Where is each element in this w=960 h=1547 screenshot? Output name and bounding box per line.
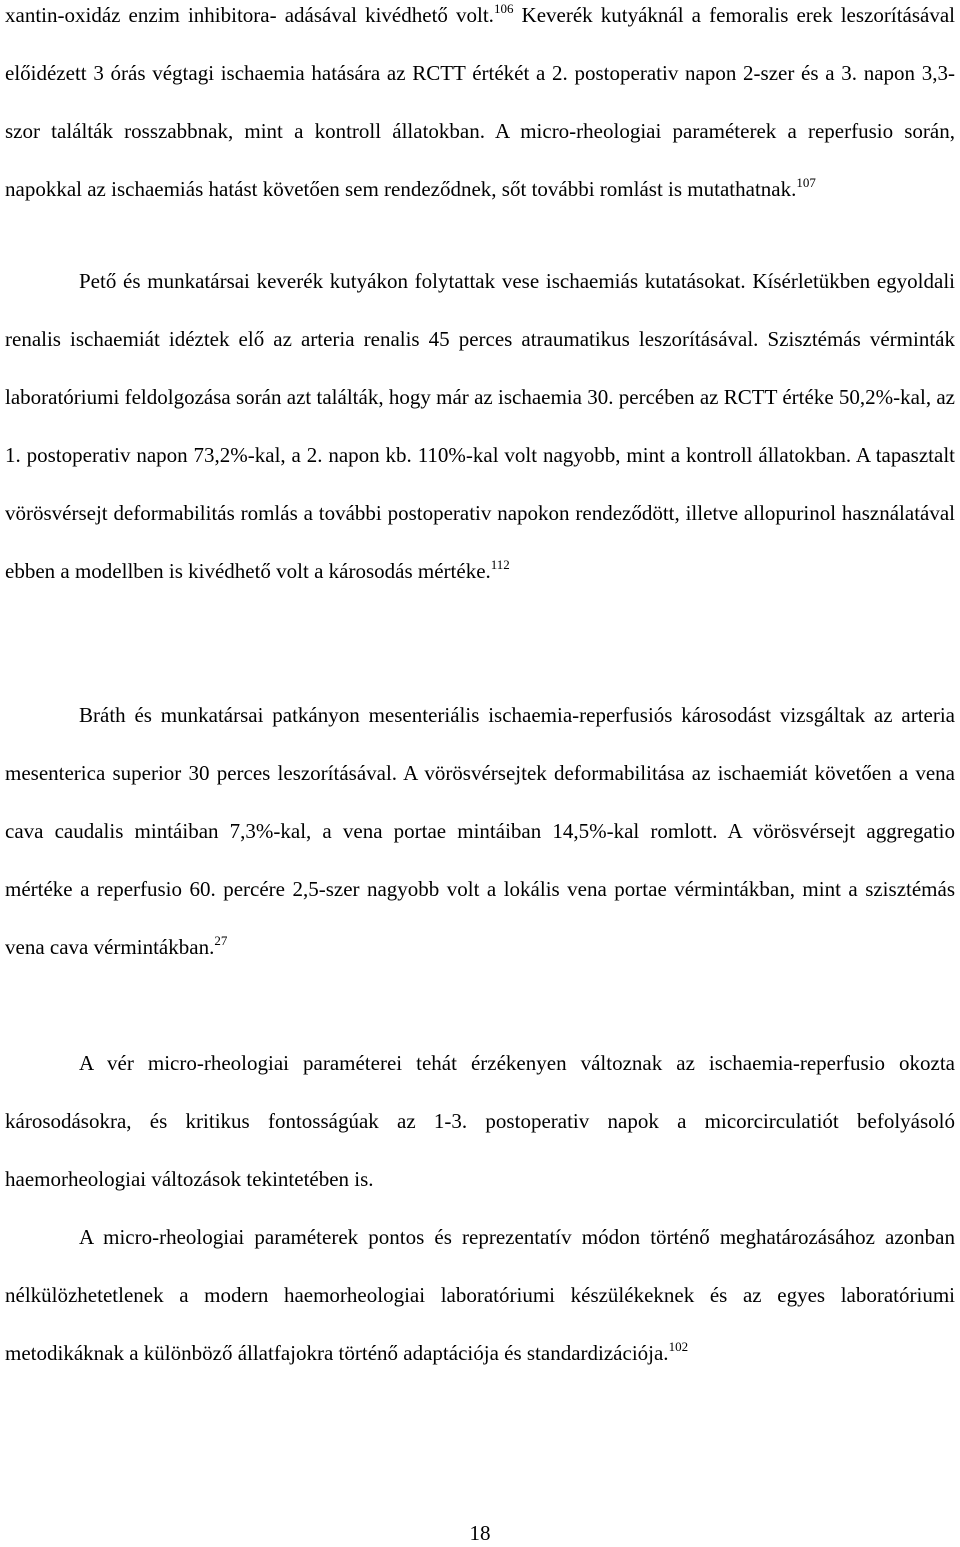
footnote-ref-106: 106 — [493, 1, 514, 16]
paragraph-3 — [5, 686, 955, 976]
footnote-ref-27: 27 — [214, 933, 228, 948]
page-number: 18 — [469, 1521, 491, 1545]
paragraph-5-text: A micro-rheologiai paraméterek pontos és reprezentatív módon történő meghatározásához azonban nélkülözhetetlenek a modern haemorheologiai laboratóriumi készülékeknek és az egyes laboratóriumi metodikáknak a különböző állatfajokra történő adaptációja és standardizációja. — [5, 1225, 955, 1365]
footnote-ref-112: 112 — [490, 557, 510, 572]
paragraph-3-text: Bráth és munkatársai patkányon mesenteriális ischaemia-reperfusiós károsodást vizsgáltak az arteria mesenterica superior 30 perces leszorításával. A vörösvérsejtek deformabilitása az ischaemiát követően a vena cava caudalis mintáiban 7,3%-kal, a vena portae mintáiban 14,5%-kal romlott. A vörösvérsejt aggregatio mértéke a reperfusio 60. percére 2,5-szer nagyobb volt a lokális vena portae vérmintákban, mint a szisztémás vena cava vérmintákban. — [5, 703, 955, 959]
footnote-ref-102: 102 — [668, 1339, 689, 1354]
paragraph-2 — [5, 252, 955, 600]
paragraph-4-text: A vér micro-rheologiai paraméterei tehát érzékenyen változnak az ischaemia-reperfusio okozta károsodásokra, és kritikus fontosságúak az 1-3. postoperativ napok a micorcirculatiót befolyásoló haemorheologiai változások tekintetében is. — [5, 1051, 955, 1191]
paragraph-1-text-b: Keverék kutyáknál a femoralis erek leszorításával előidézett 3 órás végtagi ischaemia hatására az RCTT értékét a 2. postoperativ napon 2-szer és a 3. napon 3,3-szor találták rosszabbnak, mint a kontroll állatokban. A micro-rheologiai paraméterek a reperfusio során, napokkal az ischaemiás hatást követően sem rendeződnek, sőt további romlást is mutathatnak. — [5, 3, 955, 201]
paragraph-2-text: Pető és munkatársai keverék kutyákon folytattak vese ischaemiás kutatásokat. Kísérletükben egyoldali renalis ischaemiát idéztek elő az arteria renalis 45 perces atraumatikus leszorításával. Szisztémás vérminták laboratóriumi feldolgozása során azt találták, hogy már az ischaemia 30. percében az RCTT értéke 50,2%-kal, az 1. postoperativ napon 73,2%-kal, a 2. napon kb. 110%-kal volt nagyobb, mint a kontroll állatokban. A tapasztalt vörösvérsejt deformabilitás romlás a további postoperativ napokon rendeződött, illetve allopurinol használatával ebben a modellben is kivédhető volt a károsodás mértéke. — [5, 269, 955, 583]
paragraph-4 — [5, 1034, 955, 1208]
footnote-ref-107: 107 — [796, 175, 816, 190]
paragraph-1-text-a: xantin-oxidáz enzim inhibitora- adásával kivédhető volt. — [5, 3, 494, 27]
paragraph-5 — [5, 1208, 955, 1382]
paragraph-1 — [5, 0, 955, 218]
